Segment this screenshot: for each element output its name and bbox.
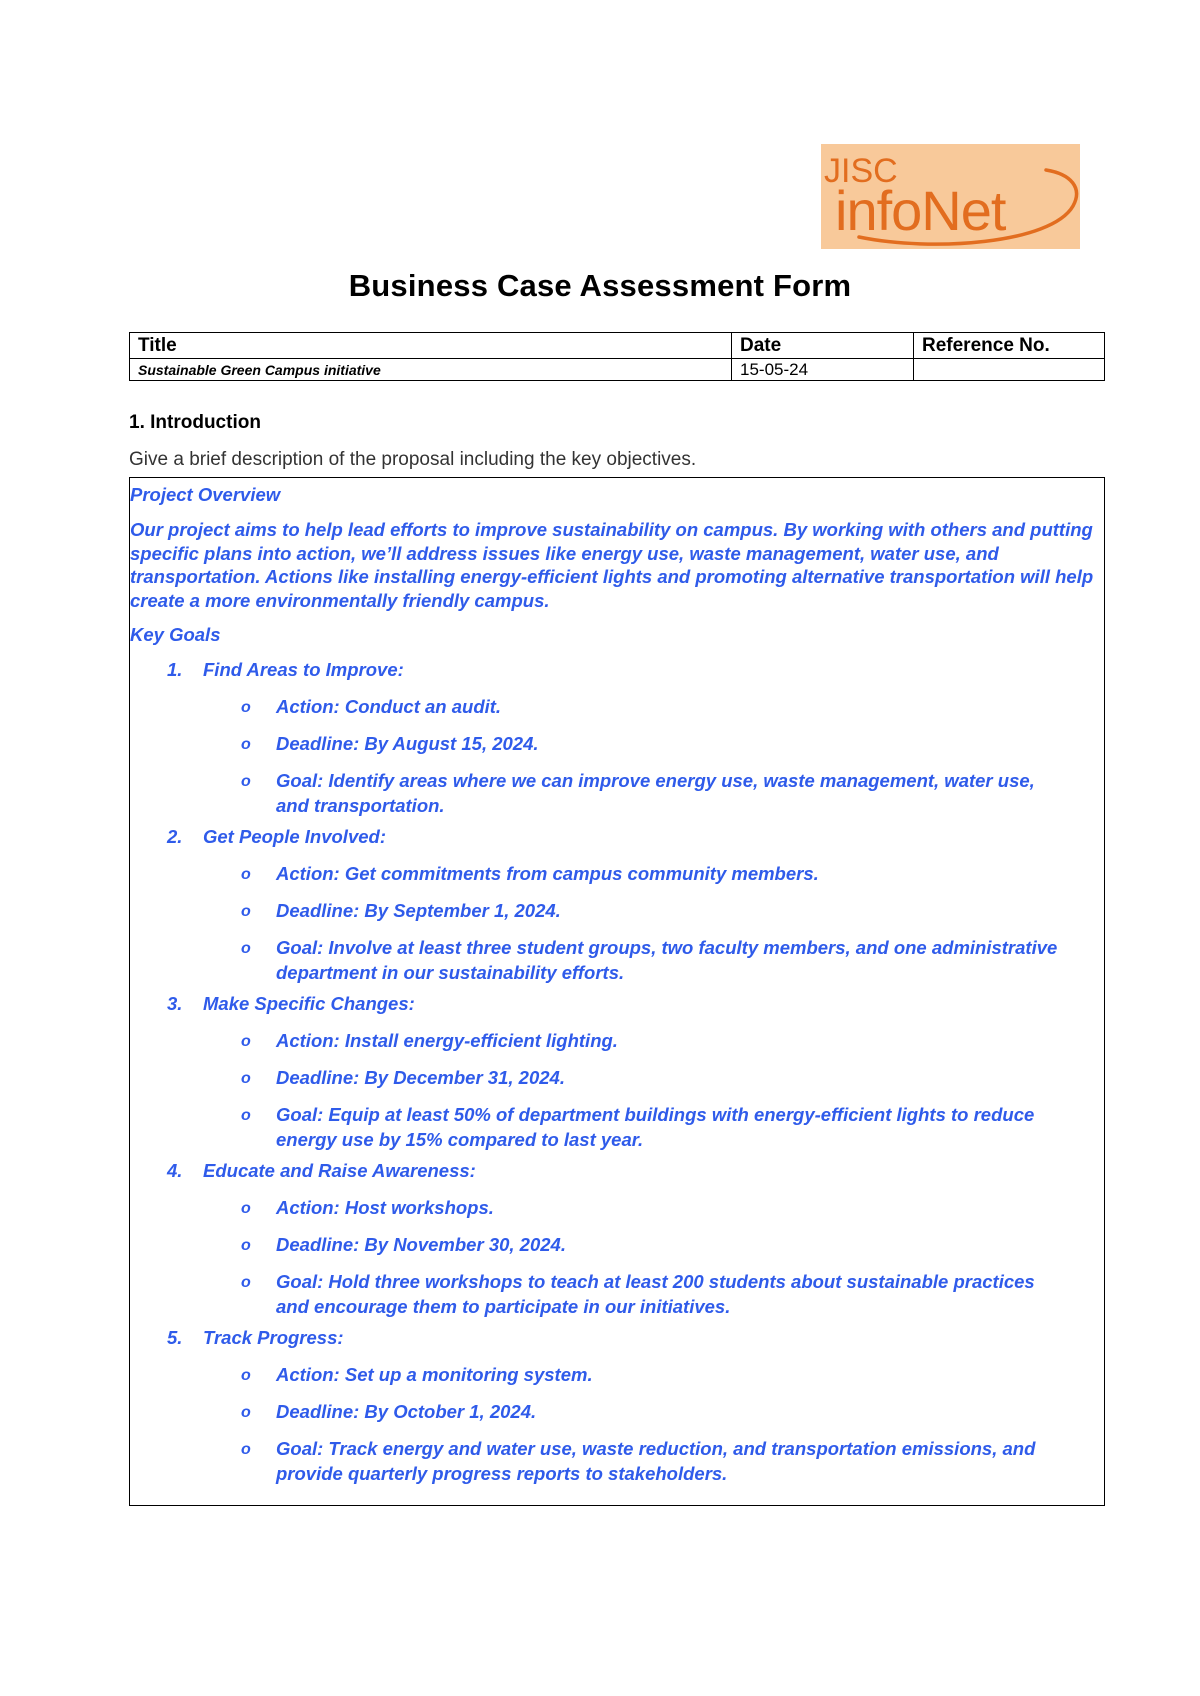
hollow-bullet-icon: o (241, 773, 251, 790)
goal-detail-item (130, 1362, 1104, 1387)
key-goals-list (130, 659, 1104, 1494)
hollow-bullet-icon: o (241, 736, 251, 753)
hollow-bullet-icon: o (241, 1367, 251, 1384)
goal-detail-text: Deadline: By October 1, 2024. (276, 1401, 537, 1422)
goal-detail-text: Goal: Equip at least 50% of department buildings with energy-efficient lights to reduce energy use by 15% compared to last year. (276, 1104, 1035, 1150)
header-table-value-row (130, 359, 1105, 381)
goal-detail-text: Goal: Identify areas where we can improve energy use, waste management, water use, and transportation. (276, 770, 1035, 816)
goal-heading (130, 993, 1104, 1028)
hollow-bullet-icon: o (241, 1274, 251, 1291)
hollow-bullet-icon: o (241, 1200, 251, 1217)
goal-detail-text: Action: Set up a monitoring system. (276, 1364, 593, 1385)
jisc-infonet-logo (821, 144, 1080, 249)
goal-details-list (130, 861, 1104, 985)
goal-details-list (130, 694, 1104, 818)
goal-number: 2. (167, 826, 183, 847)
goal-detail-item (130, 1232, 1104, 1257)
hollow-bullet-icon: o (241, 1033, 251, 1050)
goal-heading (130, 659, 1104, 694)
goal-detail-item (130, 1102, 1104, 1152)
goal-detail-item (130, 861, 1104, 886)
goal-detail-text: Deadline: By August 15, 2024. (276, 733, 539, 754)
goal-number: 1. (167, 659, 183, 680)
goal-detail-item (130, 1028, 1104, 1053)
document-title: Business Case Assessment Form (348, 268, 852, 303)
goal-detail-text: Action: Host workshops. (276, 1197, 494, 1218)
date-value: 15-05-24 (732, 359, 914, 381)
goal-label: Educate and Raise Awareness: (203, 1160, 476, 1181)
goal-number: 5. (167, 1327, 183, 1348)
title-header: Title (130, 333, 732, 359)
goal-number: 3. (167, 993, 183, 1014)
goal-item (130, 826, 1104, 985)
overview-text: Our project aims to help lead efforts to improve sustainability on campus. By working with others and putting specific plans into action, we’ll address issues like energy use, waste management, water use, and transportation. Actions like installing energy-efficient lights and promoting alternative transportation will help create a more environmentally friendly campus. (130, 519, 1094, 611)
reference-header: Reference No. (914, 333, 1105, 359)
hollow-bullet-icon: o (241, 1404, 251, 1421)
hollow-bullet-icon: o (241, 1237, 251, 1254)
hollow-bullet-icon: o (241, 940, 251, 957)
section-heading: 1. Introduction (129, 412, 261, 433)
overview-title: Project Overview (130, 484, 281, 505)
goal-item (130, 993, 1104, 1152)
header-table (129, 332, 1105, 381)
goal-detail-item (130, 731, 1104, 756)
goal-detail-text: Action: Install energy-efficient lighting. (276, 1030, 618, 1051)
hollow-bullet-icon: o (241, 1441, 251, 1458)
goal-item (130, 1327, 1104, 1486)
header-table-header-row (130, 333, 1105, 359)
goal-item (130, 1160, 1104, 1319)
goal-detail-text: Deadline: By December 31, 2024. (276, 1067, 565, 1088)
logo-line1: JISC (824, 152, 898, 190)
goal-details-list (130, 1195, 1104, 1319)
goal-detail-item (130, 1065, 1104, 1090)
section-description: Give a brief description of the proposal including the key objectives. (129, 449, 697, 470)
jisc-infonet-logo-graphic (821, 144, 1080, 249)
goal-detail-text: Action: Get commitments from campus community members. (276, 863, 819, 884)
hollow-bullet-icon: o (241, 699, 251, 716)
goal-details-list (130, 1028, 1104, 1152)
goal-label: Track Progress: (203, 1327, 344, 1348)
hollow-bullet-icon: o (241, 1107, 251, 1124)
goal-detail-item (130, 1399, 1104, 1424)
date-header: Date (732, 333, 914, 359)
goal-detail-item (130, 1269, 1104, 1319)
goal-detail-text: Goal: Hold three workshops to teach at least 200 students about sustainable practices and encourage them to participate in our initiatives. (276, 1271, 1035, 1317)
goal-detail-item (130, 1436, 1104, 1486)
goal-number: 4. (167, 1160, 183, 1181)
goal-detail-item (130, 694, 1104, 719)
hollow-bullet-icon: o (241, 1070, 251, 1087)
goal-detail-text: Deadline: By November 30, 2024. (276, 1234, 566, 1255)
goal-detail-item (130, 935, 1104, 985)
hollow-bullet-icon: o (241, 903, 251, 920)
title-value: Sustainable Green Campus initiative (130, 359, 732, 381)
logo-line2: infoNet (835, 179, 1006, 242)
goal-label: Get People Involved: (203, 826, 386, 847)
goal-detail-text: Goal: Track energy and water use, waste reduction, and transportation emissions, and provide quarterly progress reports to stakeholders. (276, 1438, 1036, 1484)
goal-label: Find Areas to Improve: (203, 659, 404, 680)
reference-value (914, 359, 1105, 381)
goal-details-list (130, 1362, 1104, 1486)
goal-detail-text: Deadline: By September 1, 2024. (276, 900, 561, 921)
goal-detail-text: Action: Conduct an audit. (276, 696, 502, 717)
goal-detail-text: Goal: Involve at least three student groups, two faculty members, and one administrative department in our sustainability efforts. (276, 937, 1058, 983)
goal-heading (130, 826, 1104, 861)
goal-item (130, 659, 1104, 818)
goal-heading (130, 1160, 1104, 1195)
goal-detail-item (130, 898, 1104, 923)
goal-label: Make Specific Changes: (203, 993, 415, 1014)
goal-heading (130, 1327, 1104, 1362)
introduction-content-box (129, 477, 1105, 1506)
hollow-bullet-icon: o (241, 866, 251, 883)
goal-detail-item (130, 1195, 1104, 1220)
key-goals-title: Key Goals (130, 624, 221, 645)
goal-detail-item (130, 768, 1104, 818)
